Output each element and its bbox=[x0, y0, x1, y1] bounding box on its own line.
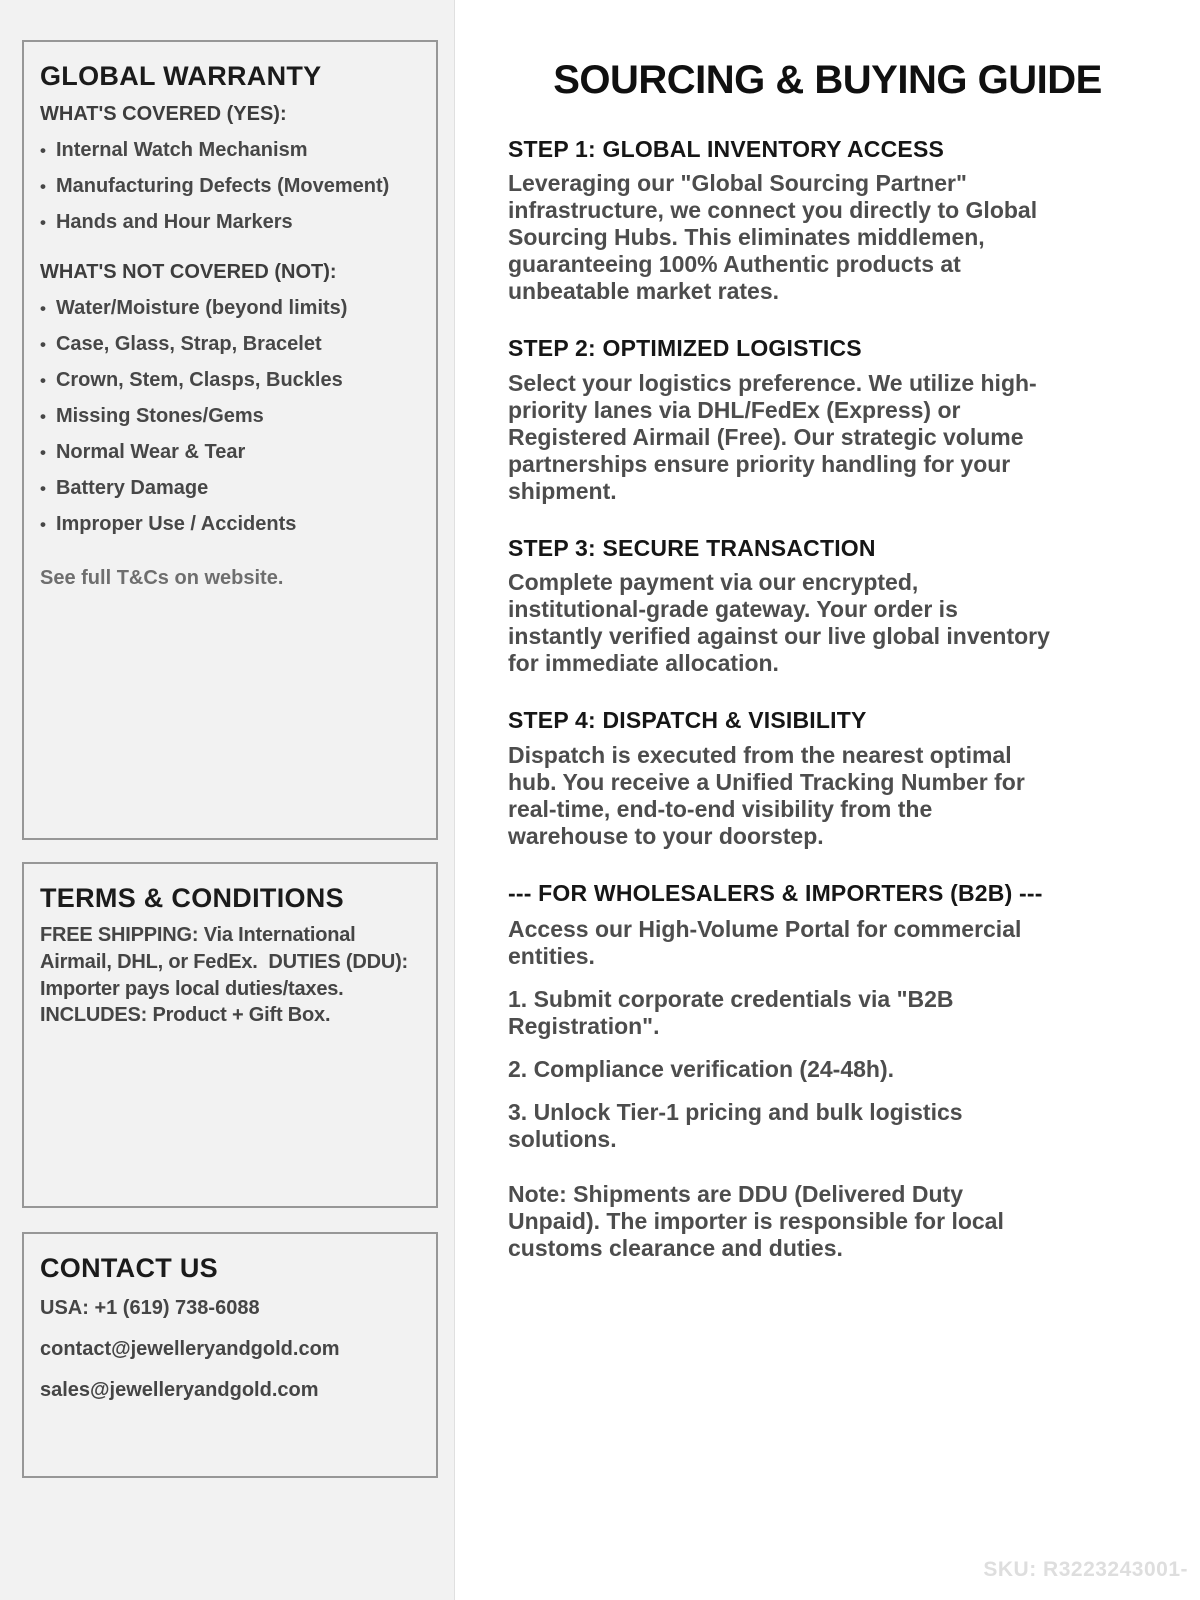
list-item: • Water/Moisture (beyond limits) bbox=[40, 296, 420, 320]
list-item: • Improper Use / Accidents bbox=[40, 512, 420, 536]
list-item: • Manufacturing Defects (Movement) bbox=[40, 174, 420, 198]
covered-heading: WHAT'S COVERED (YES): bbox=[40, 103, 287, 126]
terms-title: TERMS & CONDITIONS bbox=[40, 883, 344, 913]
b2b-heading: --- FOR WHOLESALERS & IMPORTERS (B2B) --- bbox=[508, 879, 1043, 906]
list-item: • Battery Damage bbox=[40, 476, 420, 500]
list-item: • Missing Stones/Gems bbox=[40, 404, 420, 428]
list-item: • Crown, Stem, Clasps, Buckles bbox=[40, 368, 420, 392]
sidebar bbox=[0, 0, 455, 1600]
b2b-note: Note: Shipments are DDU (Delivered Duty Unpaid). The importer is responsible for local customs clearance and duties. bbox=[508, 1181, 1004, 1262]
contact-email-primary: contact@jewelleryandgold.com bbox=[40, 1338, 340, 1361]
contact-phone: USA: +1 (619) 738-6088 bbox=[40, 1297, 260, 1320]
not-covered-heading: WHAT'S NOT COVERED (NOT): bbox=[40, 261, 337, 284]
sku-label: SKU: R3223243001- bbox=[983, 1558, 1188, 1581]
warranty-box bbox=[22, 40, 438, 840]
step-1-heading: STEP 1: GLOBAL INVENTORY ACCESS bbox=[508, 136, 945, 162]
contact-box bbox=[22, 1232, 438, 1478]
step-1 bbox=[455, 136, 1200, 305]
step-3-body: Complete payment via our encrypted, institutional-grade gateway. Your order is instantly verified against our live global inventory for immediate allocation. bbox=[508, 569, 1050, 677]
sourcing-guide bbox=[455, 0, 1200, 1600]
terms-body: FREE SHIPPING: Via International Airmail, DHL, or FedEx. DUTIES (DDU): Importer pays local duties/taxes. INCLUDES: Product + Gift Box. bbox=[40, 924, 414, 1027]
list-item: • Normal Wear & Tear bbox=[40, 440, 420, 464]
step-3-heading: STEP 3: SECURE TRANSACTION bbox=[508, 534, 876, 561]
contact-email-sales: sales@jewelleryandgold.com bbox=[40, 1379, 319, 1402]
step-3 bbox=[455, 535, 1200, 677]
step-4 bbox=[455, 707, 1200, 849]
step-2-body: Select your logistics preference. We utilize high-priority lanes via DHL/FedEx (Express) or Registered Airmail (Free). Our strategic volume partnerships ensure priority handling for your shipment. bbox=[508, 369, 1037, 504]
guide-title: SOURCING & BUYING GUIDE bbox=[553, 58, 1102, 102]
step-2 bbox=[455, 335, 1200, 504]
step-4-heading: STEP 4: DISPATCH & VISIBILITY bbox=[508, 707, 867, 734]
terms-box bbox=[22, 862, 438, 1208]
not-covered-list bbox=[40, 296, 420, 536]
step-4-body: Dispatch is executed from the nearest optimal hub. You receive a Unified Tracking Number for real-time, end-to-end visibility from the warehouse to your doorstep. bbox=[508, 741, 1025, 849]
list-item: • Internal Watch Mechanism bbox=[40, 138, 420, 162]
b2b-intro: Access our High-Volume Portal for commercial entities. bbox=[508, 916, 1022, 970]
contact-title: CONTACT US bbox=[40, 1253, 218, 1283]
warranty-footnote: See full T&Cs on website. bbox=[40, 567, 284, 590]
b2b-item-2: 2. Compliance verification (24-48h). bbox=[508, 1056, 895, 1083]
list-item: • Case, Glass, Strap, Bracelet bbox=[40, 332, 420, 356]
warranty-title: GLOBAL WARRANTY bbox=[40, 61, 322, 91]
b2b-section bbox=[455, 880, 1200, 1262]
list-item: • Hands and Hour Markers bbox=[40, 210, 420, 234]
covered-list bbox=[40, 138, 420, 234]
b2b-item-3: 3. Unlock Tier-1 pricing and bulk logistics solutions. bbox=[508, 1099, 963, 1153]
step-1-body: Leveraging our "Global Sourcing Partner" infrastructure, we connect you directly to Global Sourcing Hubs. This eliminates middlemen, guaranteeing 100% Authentic products at unbeatable market rates. bbox=[508, 170, 1038, 305]
b2b-item-1: 1. Submit corporate credentials via "B2B Registration". bbox=[508, 986, 954, 1040]
step-2-heading: STEP 2: OPTIMIZED LOGISTICS bbox=[508, 335, 862, 362]
